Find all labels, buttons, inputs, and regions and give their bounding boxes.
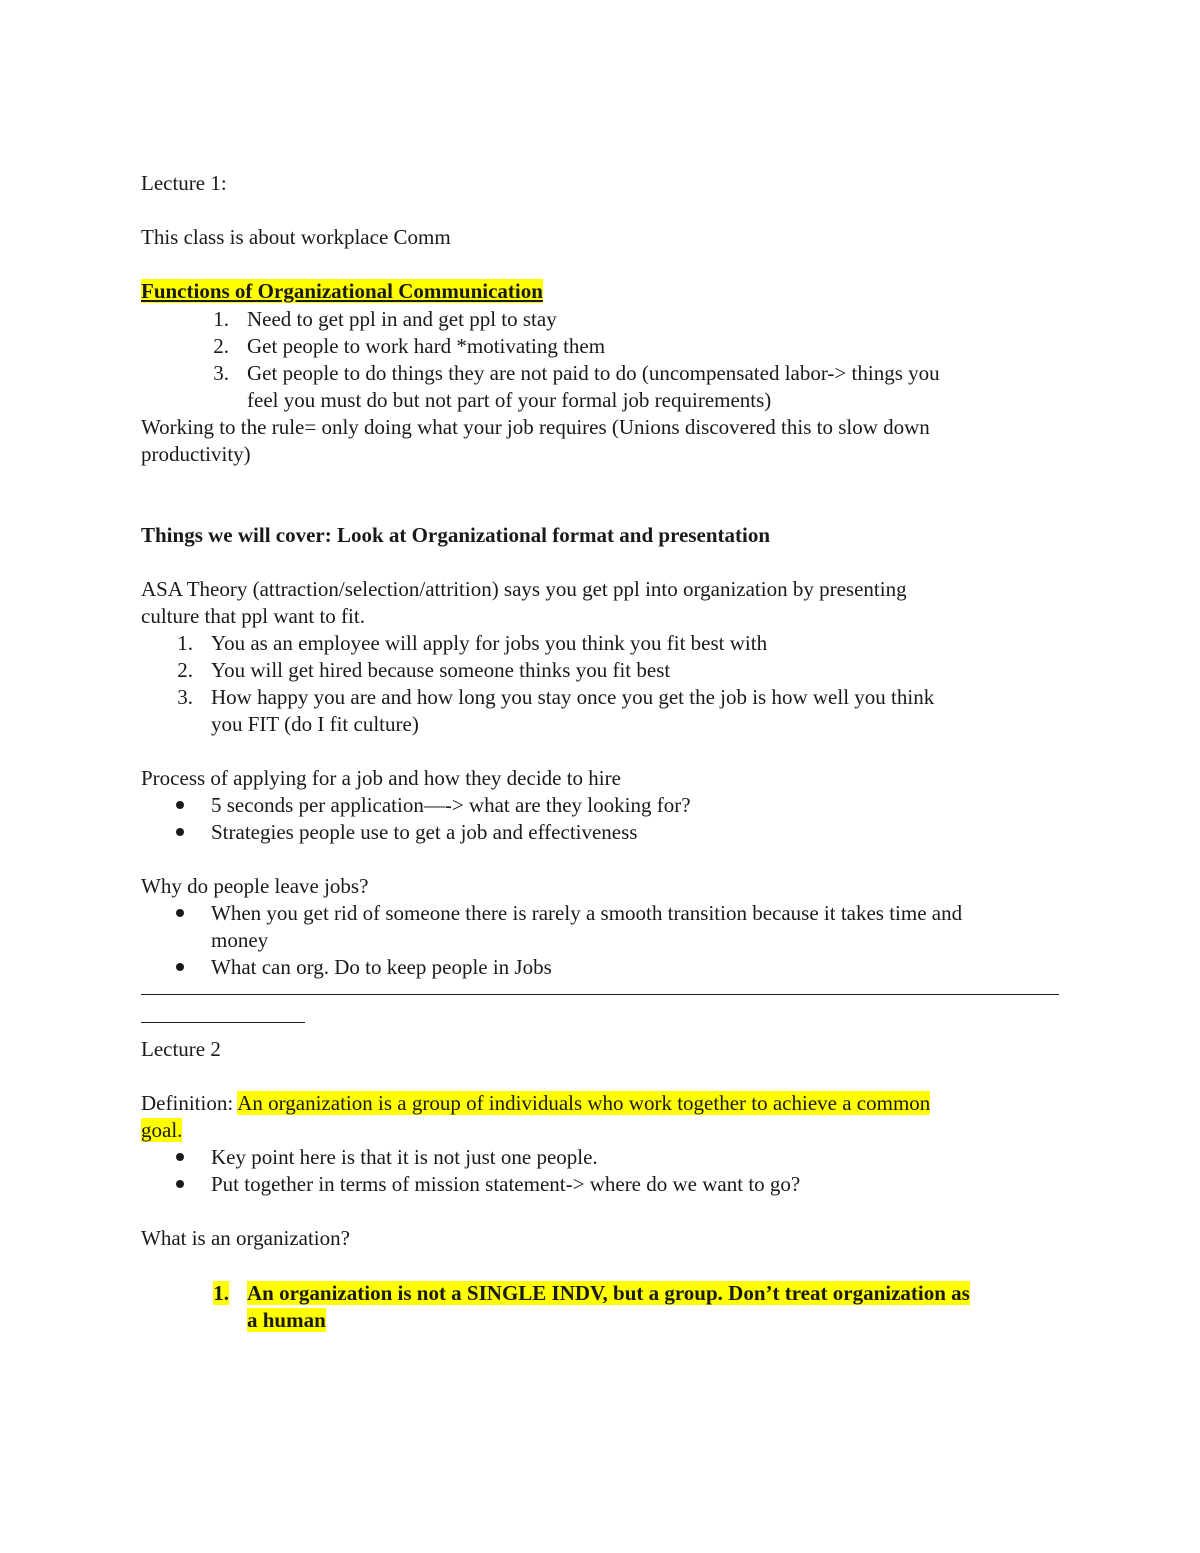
cover-heading: Things we will cover: Look at Organizational format and presentation xyxy=(141,523,771,547)
bullet-icon xyxy=(176,828,184,836)
list-item: Strategies people use to get a job and effectiveness xyxy=(211,820,638,844)
definition xyxy=(141,1090,930,1117)
what-heading: What is an organization? xyxy=(141,1226,350,1250)
section-divider-short xyxy=(141,1022,305,1023)
list-item: Need to get ppl in and get ppl to stay xyxy=(247,307,557,331)
bullet-icon xyxy=(176,1180,184,1188)
list-item: Get people to work hard *motivating them xyxy=(247,334,606,358)
definition-label: Definition: xyxy=(141,1091,238,1115)
list-item: 5 seconds per application—-> what are they looking for? xyxy=(211,793,691,817)
list-number: 3. xyxy=(177,685,193,709)
rule-text: Working to the rule= only doing what your job requires (Unions discovered this to slow down xyxy=(141,415,930,439)
process-heading: Process of applying for a job and how they decide to hire xyxy=(141,766,621,790)
list-item: Key point here is that it is not just one people. xyxy=(211,1145,598,1169)
lecture-1-title: Lecture 1: xyxy=(141,171,227,195)
list-item-continuation: a human xyxy=(247,1308,326,1332)
list-item: You will get hired because someone thinks you fit best xyxy=(211,658,671,682)
list-item: Get people to do things they are not paid to do (uncompensated labor-> things you xyxy=(247,361,940,385)
definition-continuation: goal. xyxy=(141,1118,183,1142)
asa-text-continuation: culture that ppl want to fit. xyxy=(141,604,365,628)
list-item: Put together in terms of mission statement-> where do we want to go? xyxy=(211,1172,801,1196)
list-item: How happy you are and how long you stay once you get the job is how well you think xyxy=(211,685,935,709)
list-item-continuation: feel you must do but not part of your formal job requirements) xyxy=(247,388,772,412)
functions-heading: Functions of Organizational Communication xyxy=(141,279,543,303)
bullet-icon xyxy=(176,1153,184,1161)
section-divider xyxy=(141,994,1059,995)
bullet-icon xyxy=(176,963,184,971)
list-number: 1. xyxy=(177,631,193,655)
leave-heading: Why do people leave jobs? xyxy=(141,874,369,898)
list-number: 1. xyxy=(213,307,229,331)
lecture-1-intro: This class is about workplace Comm xyxy=(141,225,451,249)
bullet-icon xyxy=(176,801,184,809)
bullet-icon xyxy=(176,909,184,917)
definition-text: An organization is a group of individuals who work together to achieve a common xyxy=(237,1091,931,1115)
list-item: When you get rid of someone there is rarely a smooth transition because it takes time and xyxy=(211,901,963,925)
list-number: 2. xyxy=(213,334,229,358)
list-number: 2. xyxy=(177,658,193,682)
asa-text: ASA Theory (attraction/selection/attrition) says you get ppl into organization by presenting xyxy=(141,577,907,601)
list-number: 1. xyxy=(213,1281,229,1305)
list-item: You as an employee will apply for jobs you think you fit best with xyxy=(211,631,768,655)
list-item-continuation: money xyxy=(211,928,269,952)
list-item: What can org. Do to keep people in Jobs xyxy=(211,955,552,979)
list-item: An organization is not a SINGLE INDV, but a group. Don’t treat organization as xyxy=(247,1281,970,1305)
list-item-continuation: you FIT (do I fit culture) xyxy=(211,712,419,736)
list-number: 3. xyxy=(213,361,229,385)
rule-text-continuation: productivity) xyxy=(141,442,251,466)
lecture-2-title: Lecture 2 xyxy=(141,1037,221,1061)
